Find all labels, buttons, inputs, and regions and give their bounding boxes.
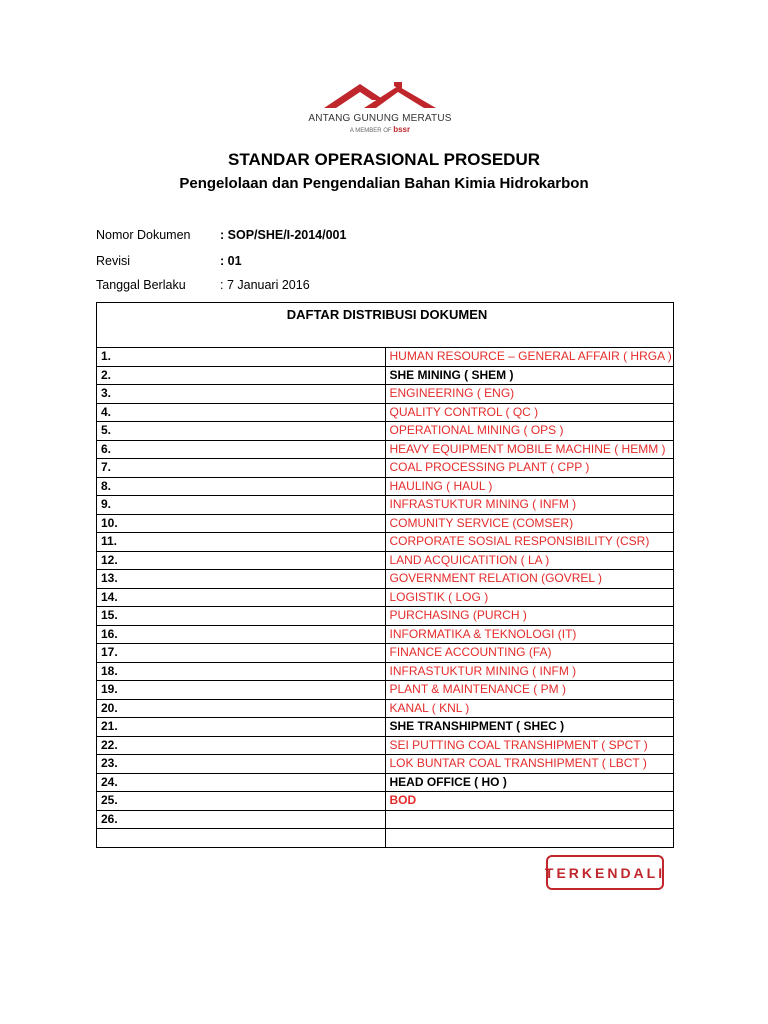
department-name: HUMAN RESOURCE – GENERAL AFFAIR ( HRGA ) xyxy=(385,348,674,367)
table-row xyxy=(97,662,674,681)
department-name: LOGISTIK ( LOG ) xyxy=(385,588,674,607)
table-row xyxy=(97,533,674,552)
company-logo xyxy=(300,78,460,138)
department-name: HEAD OFFICE ( HO ) xyxy=(385,773,674,792)
table-row xyxy=(97,607,674,626)
row-number: 25. xyxy=(97,792,386,811)
department-name: PLANT & MAINTENANCE ( PM ) xyxy=(385,681,674,700)
meta-label: Revisi xyxy=(96,254,131,268)
table-row xyxy=(97,496,674,515)
department-name: LOK BUNTAR COAL TRANSHIPMENT ( LBCT ) xyxy=(385,755,674,774)
table-row xyxy=(97,514,674,533)
department-name: QUALITY CONTROL ( QC ) xyxy=(385,403,674,422)
department-name: INFRASTUKTUR MINING ( INFM ) xyxy=(385,496,674,515)
row-number: 17. xyxy=(97,644,386,663)
table-row xyxy=(97,644,674,663)
logo-member-brand: bssr xyxy=(393,125,411,134)
department-name: INFORMATIKA & TEKNOLOGI (IT) xyxy=(385,625,674,644)
meta-label: Tanggal Berlaku xyxy=(96,278,186,292)
mountain-logo-icon xyxy=(320,78,440,112)
department-name: INFRASTUKTUR MINING ( INFM ) xyxy=(385,662,674,681)
row-number: 21. xyxy=(97,718,386,737)
department-name: CORPORATE SOSIAL RESPONSIBILITY (CSR) xyxy=(385,533,674,552)
table-row xyxy=(97,625,674,644)
row-number: 8. xyxy=(97,477,386,496)
row-number: 12. xyxy=(97,551,386,570)
department-name: LAND ACQUICATITION ( LA ) xyxy=(385,551,674,570)
row-number: 10. xyxy=(97,514,386,533)
logo-company-name: ANTANG GUNUNG MERATUS xyxy=(308,113,452,124)
distribution-table-body xyxy=(97,348,674,848)
row-number: 7. xyxy=(97,459,386,478)
row-number: 5. xyxy=(97,422,386,441)
department-name: SEI PUTTING COAL TRANSHIPMENT ( SPCT ) xyxy=(385,736,674,755)
table-row xyxy=(97,551,674,570)
table-row xyxy=(97,588,674,607)
department-name xyxy=(385,829,674,848)
table-row xyxy=(97,681,674,700)
row-number: 2. xyxy=(97,366,386,385)
table-row xyxy=(97,403,674,422)
row-number: 3. xyxy=(97,385,386,404)
table-row xyxy=(97,718,674,737)
department-name: SHE TRANSHIPMENT ( SHEC ) xyxy=(385,718,674,737)
table-row xyxy=(97,422,674,441)
row-number: 16. xyxy=(97,625,386,644)
meta-value: : 01 xyxy=(220,254,242,268)
meta-value: : SOP/SHE/I-2014/001 xyxy=(220,228,347,242)
row-number: 6. xyxy=(97,440,386,459)
meta-value: : 7 Januari 2016 xyxy=(220,278,310,292)
department-name: ENGINEERING ( ENG) xyxy=(385,385,674,404)
table-row xyxy=(97,736,674,755)
row-number xyxy=(97,829,386,848)
distribution-table xyxy=(96,302,674,848)
table-row xyxy=(97,459,674,478)
table-row xyxy=(97,829,674,848)
row-number: 24. xyxy=(97,773,386,792)
department-name: HAULING ( HAUL ) xyxy=(385,477,674,496)
row-number: 20. xyxy=(97,699,386,718)
document-subtitle: Pengelolaan dan Pengendalian Bahan Kimia Hidrokarbon xyxy=(179,175,589,192)
document-title: STANDAR OPERASIONAL PROSEDUR xyxy=(227,150,540,169)
table-row xyxy=(97,773,674,792)
row-number: 22. xyxy=(97,736,386,755)
row-number: 9. xyxy=(97,496,386,515)
department-name: FINANCE ACCOUNTING (FA) xyxy=(385,644,674,663)
row-number: 19. xyxy=(97,681,386,700)
department-name xyxy=(385,810,674,829)
department-name: COMUNITY SERVICE (COMSER) xyxy=(385,514,674,533)
row-number: 26. xyxy=(97,810,386,829)
row-number: 14. xyxy=(97,588,386,607)
table-row xyxy=(97,385,674,404)
department-name: SHE MINING ( SHEM ) xyxy=(385,366,674,385)
department-name: OPERATIONAL MINING ( OPS ) xyxy=(385,422,674,441)
table-row xyxy=(97,792,674,811)
meta-label: Nomor Dokumen xyxy=(96,228,191,242)
department-name: HEAVY EQUIPMENT MOBILE MACHINE ( HEMM ) xyxy=(385,440,674,459)
department-name: KANAL ( KNL ) xyxy=(385,699,674,718)
department-name: PURCHASING (PURCH ) xyxy=(385,607,674,626)
row-number: 1. xyxy=(97,348,386,367)
row-number: 15. xyxy=(97,607,386,626)
table-row xyxy=(97,366,674,385)
table-row xyxy=(97,477,674,496)
row-number: 23. xyxy=(97,755,386,774)
controlled-stamp: TERKENDALI xyxy=(546,855,664,890)
table-row xyxy=(97,810,674,829)
table-row xyxy=(97,755,674,774)
department-name: BOD xyxy=(385,792,674,811)
table-row xyxy=(97,570,674,589)
row-number: 4. xyxy=(97,403,386,422)
table-row xyxy=(97,440,674,459)
department-name: COAL PROCESSING PLANT ( CPP ) xyxy=(385,459,674,478)
row-number: 11. xyxy=(97,533,386,552)
table-row xyxy=(97,699,674,718)
logo-member-line xyxy=(300,125,460,134)
row-number: 18. xyxy=(97,662,386,681)
department-name: GOVERNMENT RELATION (GOVREL ) xyxy=(385,570,674,589)
distribution-table-title: DAFTAR DISTRIBUSI DOKUMEN xyxy=(97,303,674,348)
table-row xyxy=(97,348,674,367)
logo-member-prefix: A MEMBER OF xyxy=(349,128,392,134)
row-number: 13. xyxy=(97,570,386,589)
